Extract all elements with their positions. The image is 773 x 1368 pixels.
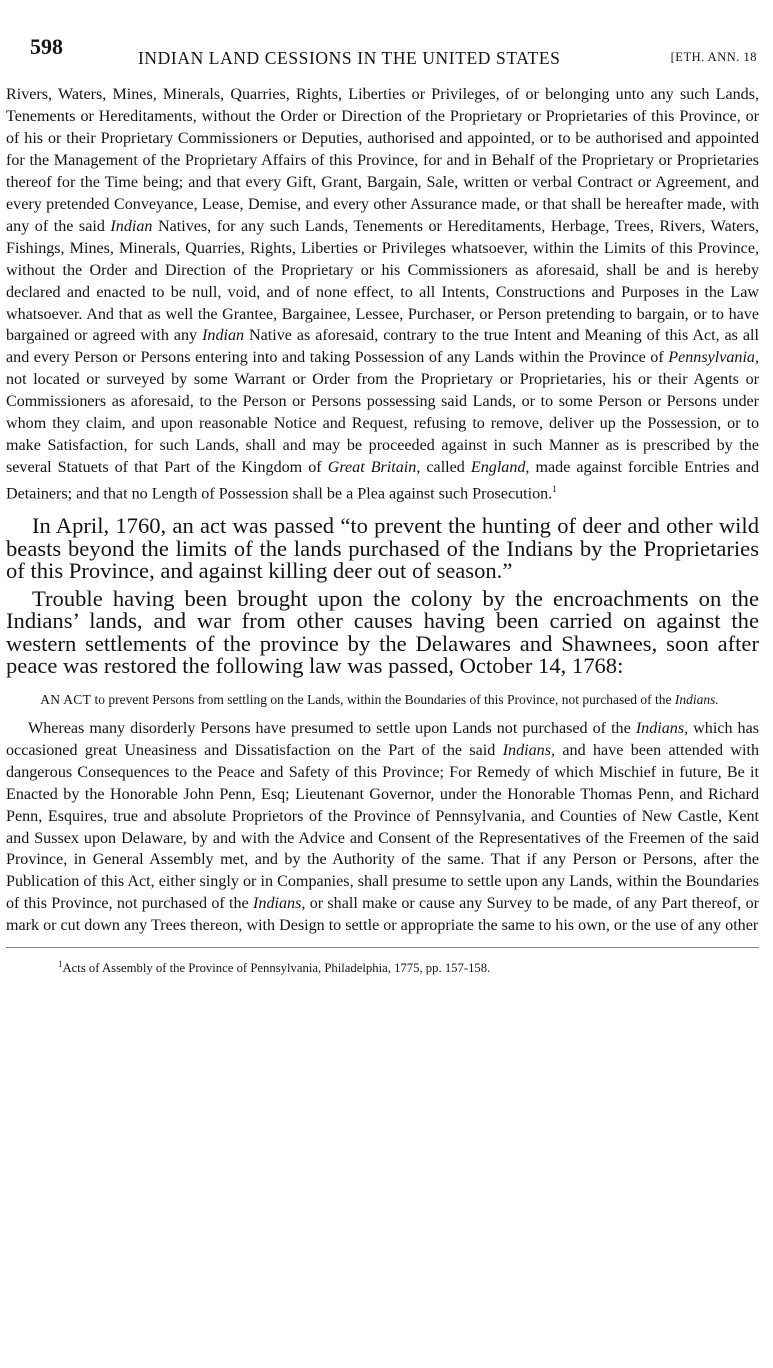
- page-header: [6, 34, 759, 84]
- act-title: AN ACT to prevent Persons from settling on the Lands, within the Boundaries of this Province, not purchased of the Indians.: [40, 691, 719, 707]
- act-text: [6, 718, 759, 937]
- paragraph-trouble: Trouble having been brought upon the colony by the encroachments on the Indians’ lands, and war from other causes having been carried on against the western settlements of the province by the Delawares and Shawnees, soon after peace was restored the following law was passed, October 14, 1768:: [6, 585, 759, 679]
- running-tag: [ETH. ANN. 18: [670, 50, 757, 64]
- quoted-act-continuation: [6, 84, 759, 505]
- paragraph-april-1760: In April, 1760, an act was passed “to prevent the hunting of deer and other wild beasts beyond the limits of the lands purchased of the Indians by the Proprietaries of this Province, and against killing deer out of season.”: [6, 513, 759, 584]
- running-title: INDIAN LAND CESSIONS IN THE UNITED STATES: [138, 48, 561, 68]
- act-paragraph: Whereas many disorderly Persons have presumed to settle upon Lands not purchased of the Indians, which has occasioned great Uneasiness and Dissatisfaction on the Part of the said Indians, and have been attended with dangerous Consequences to the Peace and Safety of this Province; For Remedy of which Mischief in future, Be it Enacted by the Honorable John Penn, Esq; Lieutenant Governor, under the Honorable Thomas Penn, and Richard Penn, Esquires, true and absolute Proprietors of the Province of Pennsylvania, and Counties of New Castle, Kent and Sussex upon Delaware, by and with the Advice and Consent of the Representatives of the Freemen of the said Province, in General Assembly met, and by the Authority of the same. That if any Person or Persons, after the Publication of this Act, either singly or in Companies, shall presume to settle upon any Lands, within the Boundaries of this Province, not purchased of the Indians, or shall make or cause any Survey to be made, of any Part thereof, or mark or cut down any Trees thereon, with Design to settle or appropriate the same to his own, or the use of any other: [6, 719, 760, 935]
- footnote: $^1$Acts of Assembly of the Province of Pennsylvania, Philadelphia, 1775, pp. 157-158.: [58, 959, 491, 976]
- footnote-divider: [6, 947, 759, 948]
- quote-paragraph: Rivers, Waters, Mines, Minerals, Quarries, Rights, Liberties or Privileges, of or belonging unto any such Lands, Tenements or Hereditaments, without the Order or Direction of the Proprietary or Proprietaries of this Province, or of his or their Proprietary Commissioners or Deputies, authorised and appointed, or to be authorised and appointed for the Management of the Proprietary Affairs of this Province, for and in Behalf of the Proprietary or Proprietaries thereof for the Time being; and that every Gift, Grant, Bargain, Sale, written or verbal Contract or Agreement, and every pretended Conveyance, Lease, Demise, and every other Assurance made, or that shall be hereafter made, with any of the said Indian Natives, for any such Lands, Tenements or Hereditaments, Herbage, Trees, Rivers, Waters, Fishings, Mines, Minerals, Quarries, Rights, Liberties or Privileges whatsoever, within the Limits of this Province, without the Order and Direction of the Proprietary or his Commissioners as aforesaid, shall be and is hereby declared and enacted to be null, void, and of none effect, to all Intents, Constructions and Purposes in the Law whatsoever. And that as well the Grantee, Bargainee, Lessee, Purchaser, or Person pretending to bargain, or to have bargained or agreed with any Indian Native as aforesaid, contrary to the true Intent and Meaning of this Act, as all and every Person or Persons entering into and taking Possession of any Lands within the Province of Pennsylvania, not located or surveyed by some Warrant or Order from the Proprietary or Proprietaries, his or their Agents or Commissioners as aforesaid, to the Person or Persons possessing said Lands, or to some Person or Persons under whom they claim, and upon reasonable Notice and Request, refusing to remove, deliver up the Possession, or to make Satisfaction, for such Lands, shall and may be proceeded against in such Manner as is prescribed by the several Statuets of that Part of the Kingdom of Great Britain, called England, made against forcible Entries and Detainers; and that no Length of Possession shall be a Plea against such Prosecution.$^1$: [6, 86, 760, 503]
- body-text: [6, 515, 759, 678]
- footnote-reference: 1: [552, 484, 557, 495]
- page-number: 598: [30, 34, 63, 59]
